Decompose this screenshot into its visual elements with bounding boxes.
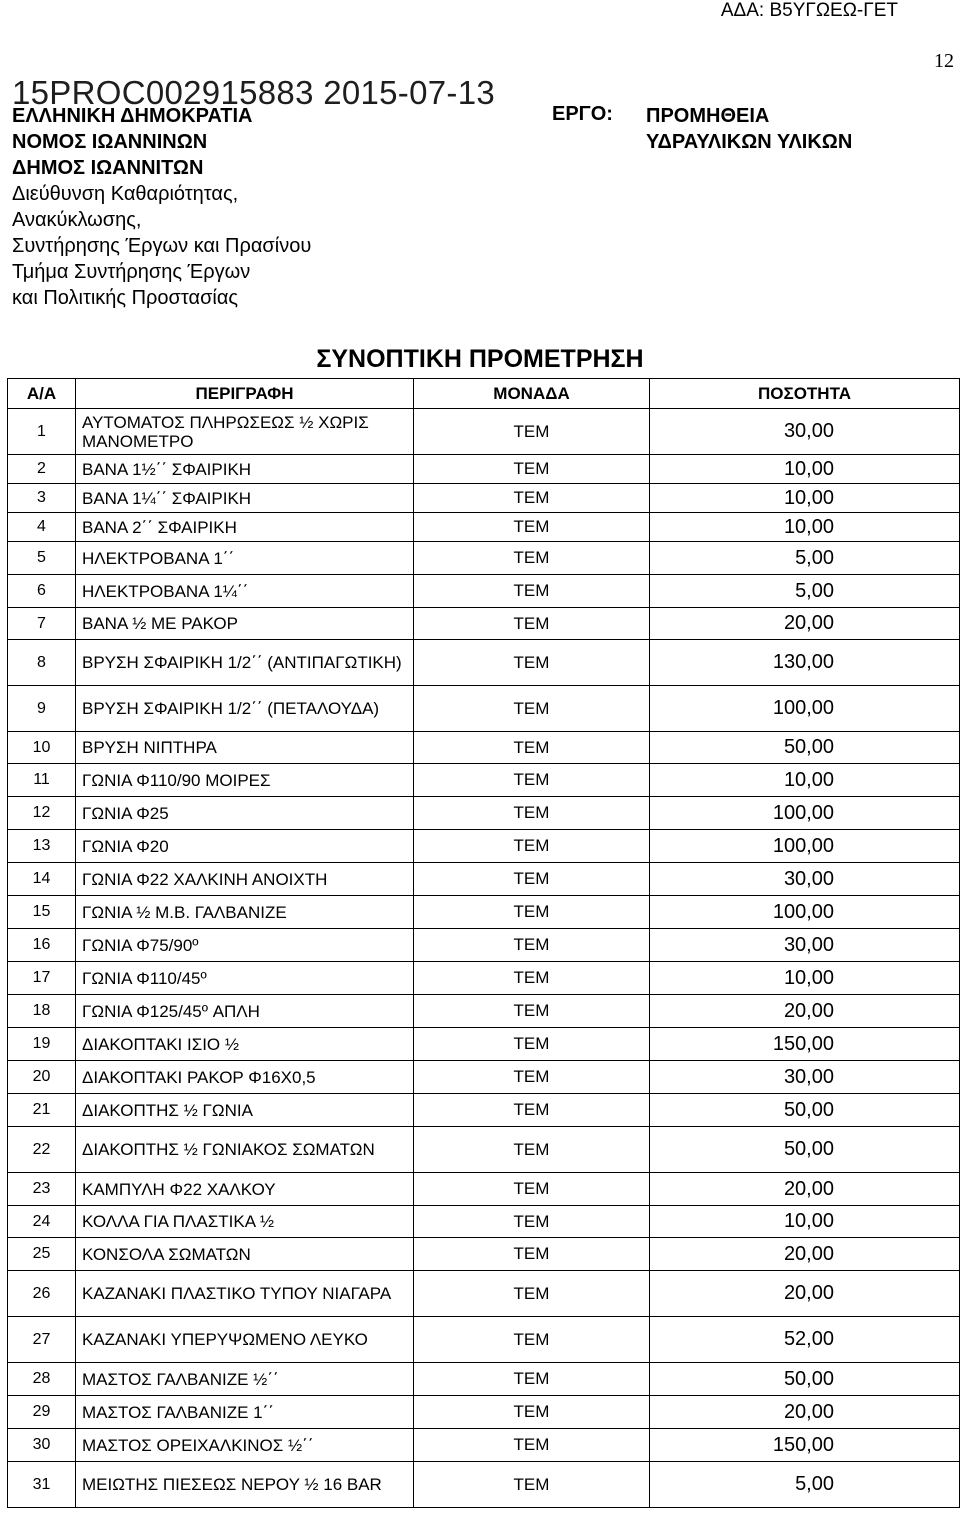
cell-quantity: 20,00 — [650, 1173, 960, 1206]
cell-unit: ΤΕΜ — [414, 1173, 650, 1206]
table-row — [8, 1238, 960, 1271]
cell-unit: ΤΕΜ — [414, 1127, 650, 1173]
project-value-line-1: ΠΡΟΜΗΘΕΙΑ — [646, 105, 770, 127]
cell-unit: ΤΕΜ — [414, 1462, 650, 1508]
cell-unit: ΤΕΜ — [414, 640, 650, 686]
cell-unit: ΤΕΜ — [414, 962, 650, 995]
cell-unit: ΤΕΜ — [414, 455, 650, 484]
quantities-table — [7, 378, 960, 1508]
cell-quantity: 5,00 — [650, 542, 960, 575]
cell-description: ΒΑΝΑ 2΄΄ ΣΦΑΙΡΙΚΗ — [76, 513, 414, 542]
cell-aa: 30 — [8, 1429, 76, 1462]
cell-quantity: 150,00 — [650, 1429, 960, 1462]
cell-description: ΚΑΖΑΝΑΚΙ ΠΛΑΣΤΙΚΟ ΤΥΠΟΥ ΝΙΑΓΑΡΑ — [76, 1271, 414, 1317]
project-value — [646, 103, 852, 155]
table-row — [8, 1094, 960, 1127]
cell-quantity: 20,00 — [650, 608, 960, 640]
organization-block — [12, 103, 311, 311]
cell-description: ΜΕΙΩΤΗΣ ΠΙΕΣΕΩΣ ΝΕΡΟΥ ½ 16 BAR — [76, 1462, 414, 1508]
cell-aa: 6 — [8, 575, 76, 608]
cell-unit: ΤΕΜ — [414, 830, 650, 863]
org-line-department: Τμήμα Συντήρησης Έργων — [12, 261, 251, 283]
cell-description: ΔΙΑΚΟΠΤΑΚΙ ΡΑΚΟΡ Φ16Χ0,5 — [76, 1061, 414, 1094]
cell-quantity: 30,00 — [650, 863, 960, 896]
table-row — [8, 1271, 960, 1317]
cell-quantity: 150,00 — [650, 1028, 960, 1061]
table-row — [8, 608, 960, 640]
table-row — [8, 732, 960, 764]
cell-quantity: 10,00 — [650, 484, 960, 513]
cell-unit: ΤΕΜ — [414, 409, 650, 455]
cell-quantity: 5,00 — [650, 575, 960, 608]
table-row — [8, 686, 960, 732]
table-row — [8, 962, 960, 995]
cell-aa: 22 — [8, 1127, 76, 1173]
cell-aa: 7 — [8, 608, 76, 640]
table-header-row — [8, 379, 960, 409]
cell-quantity: 50,00 — [650, 1127, 960, 1173]
cell-unit: ΤΕΜ — [414, 513, 650, 542]
cell-aa: 11 — [8, 764, 76, 797]
cell-quantity: 20,00 — [650, 1396, 960, 1429]
cell-description: ΓΩΝΙΑ Φ22 ΧΑΛΚΙΝΗ ΑΝΟΙΧΤΗ — [76, 863, 414, 896]
cell-aa: 9 — [8, 686, 76, 732]
cell-aa: 29 — [8, 1396, 76, 1429]
table-row — [8, 542, 960, 575]
cell-description: ΜΑΣΤΟΣ ΓΑΛΒΑΝΙΖΕ 1΄΄ — [76, 1396, 414, 1429]
cell-description: ΓΩΝΙΑ Φ125/45º ΑΠΛΗ — [76, 995, 414, 1028]
table-row — [8, 929, 960, 962]
cell-aa: 10 — [8, 732, 76, 764]
cell-description: ΓΩΝΙΑ ½ Μ.Β. ΓΑΛΒΑΝΙΖΕ — [76, 896, 414, 929]
cell-quantity: 10,00 — [650, 764, 960, 797]
cell-description: ΔΙΑΚΟΠΤΗΣ ½ ΓΩΝΙΑ — [76, 1094, 414, 1127]
cell-aa: 2 — [8, 455, 76, 484]
table-row — [8, 1429, 960, 1462]
cell-aa: 23 — [8, 1173, 76, 1206]
cell-unit: ΤΕΜ — [414, 896, 650, 929]
header-description: ΠΕΡΙΓΡΑΦΗ — [76, 379, 414, 409]
table-row — [8, 640, 960, 686]
table-body — [8, 409, 960, 1508]
table-row — [8, 575, 960, 608]
cell-quantity: 50,00 — [650, 732, 960, 764]
cell-unit: ΤΕΜ — [414, 732, 650, 764]
cell-unit: ΤΕΜ — [414, 575, 650, 608]
cell-description: ΓΩΝΙΑ Φ75/90º — [76, 929, 414, 962]
cell-unit: ΤΕΜ — [414, 1094, 650, 1127]
cell-description: ΗΛΕΚΤΡΟΒΑΝΑ 1¼΄΄ — [76, 575, 414, 608]
cell-unit: ΤΕΜ — [414, 995, 650, 1028]
cell-description: ΔΙΑΚΟΠΤΑΚΙ ΙΣΙΟ ½ — [76, 1028, 414, 1061]
table-row — [8, 797, 960, 830]
cell-aa: 21 — [8, 1094, 76, 1127]
cell-description: ΚΟΛΛΑ ΓΙΑ ΠΛΑΣΤΙΚΑ ½ — [76, 1206, 414, 1238]
cell-unit: ΤΕΜ — [414, 929, 650, 962]
cell-aa: 13 — [8, 830, 76, 863]
org-line-department-2: και Πολιτικής Προστασίας — [12, 287, 239, 309]
cell-quantity: 100,00 — [650, 830, 960, 863]
cell-aa: 5 — [8, 542, 76, 575]
ada-code: ΑΔΑ: Β5ΥΓΩΕΩ-ΓΕΤ — [720, 0, 898, 21]
org-line-directorate-3: Συντήρησης Έργων και Πρασίνου — [12, 235, 312, 257]
cell-description: ΓΩΝΙΑ Φ110/45º — [76, 962, 414, 995]
cell-description: ΒΡΥΣΗ ΝΙΠΤΗΡΑ — [76, 732, 414, 764]
table-row — [8, 1061, 960, 1094]
cell-quantity: 20,00 — [650, 995, 960, 1028]
cell-description: ΓΩΝΙΑ Φ110/90 ΜΟΙΡΕΣ — [76, 764, 414, 797]
org-line-country: ΕΛΛΗΝΙΚΗ ΔΗΜΟΚΡΑΤΙΑ — [12, 105, 253, 127]
table-row — [8, 1363, 960, 1396]
cell-quantity: 30,00 — [650, 409, 960, 455]
cell-description: ΚΑΖΑΝΑΚΙ ΥΠΕΡΥΨΩΜΕΝΟ ΛΕΥΚΟ — [76, 1317, 414, 1363]
cell-unit: ΤΕΜ — [414, 1028, 650, 1061]
cell-aa: 8 — [8, 640, 76, 686]
org-line-directorate: Διεύθυνση Καθαριότητας, — [12, 183, 239, 205]
cell-description: ΒΑΝΑ ½ ΜΕ ΡΑΚΟΡ — [76, 608, 414, 640]
cell-unit: ΤΕΜ — [414, 797, 650, 830]
cell-quantity: 30,00 — [650, 1061, 960, 1094]
org-line-prefecture: ΝΟΜΟΣ ΙΩΑΝΝΙΝΩΝ — [12, 131, 208, 153]
cell-quantity: 130,00 — [650, 640, 960, 686]
project-value-line-2: ΥΔΡΑΥΛΙΚΩΝ ΥΛΙΚΩΝ — [646, 131, 853, 153]
cell-aa: 25 — [8, 1238, 76, 1271]
cell-unit: ΤΕΜ — [414, 608, 650, 640]
cell-description: ΒΡΥΣΗ ΣΦΑΙΡΙΚΗ 1/2΄΄ (ΑΝΤΙΠΑΓΩΤΙΚΗ) — [76, 640, 414, 686]
cell-description: ΜΑΣΤΟΣ ΓΑΛΒΑΝΙΖΕ ½΄΄ — [76, 1363, 414, 1396]
cell-quantity: 30,00 — [650, 929, 960, 962]
cell-unit: ΤΕΜ — [414, 1396, 650, 1429]
project-label: ΕΡΓΟ: — [552, 103, 613, 125]
cell-aa: 24 — [8, 1206, 76, 1238]
cell-aa: 26 — [8, 1271, 76, 1317]
table-row — [8, 863, 960, 896]
cell-description: ΗΛΕΚΤΡΟΒΑΝΑ 1΄΄ — [76, 542, 414, 575]
table-row — [8, 484, 960, 513]
cell-aa: 17 — [8, 962, 76, 995]
table-row — [8, 1462, 960, 1508]
table-row — [8, 1028, 960, 1061]
cell-aa: 4 — [8, 513, 76, 542]
cell-description: ΚΑΜΠΥΛΗ Φ22 ΧΑΛΚΟΥ — [76, 1173, 414, 1206]
cell-unit: ΤΕΜ — [414, 863, 650, 896]
table-row — [8, 1206, 960, 1238]
table-row — [8, 830, 960, 863]
cell-unit: ΤΕΜ — [414, 1317, 650, 1363]
cell-unit: ΤΕΜ — [414, 542, 650, 575]
cell-quantity: 52,00 — [650, 1317, 960, 1363]
cell-aa: 15 — [8, 896, 76, 929]
table-row — [8, 409, 960, 455]
cell-quantity: 20,00 — [650, 1271, 960, 1317]
table-row — [8, 1173, 960, 1206]
cell-unit: ΤΕΜ — [414, 1238, 650, 1271]
cell-aa: 18 — [8, 995, 76, 1028]
cell-unit: ΤΕΜ — [414, 1363, 650, 1396]
cell-quantity: 50,00 — [650, 1094, 960, 1127]
cell-unit: ΤΕΜ — [414, 764, 650, 797]
cell-quantity: 100,00 — [650, 896, 960, 929]
cell-description: ΓΩΝΙΑ Φ25 — [76, 797, 414, 830]
table-row — [8, 1127, 960, 1173]
cell-aa: 1 — [8, 409, 76, 455]
cell-description: ΑΥΤΟΜΑΤΟΣ ΠΛΗΡΩΣΕΩΣ ½ ΧΩΡΙΣ ΜΑΝΟΜΕΤΡΟ — [76, 409, 414, 455]
cell-quantity: 50,00 — [650, 1363, 960, 1396]
cell-description: ΚΟΝΣΟΛΑ ΣΩΜΑΤΩΝ — [76, 1238, 414, 1271]
cell-aa: 28 — [8, 1363, 76, 1396]
table-row — [8, 1396, 960, 1429]
cell-quantity: 10,00 — [650, 1206, 960, 1238]
cell-aa: 16 — [8, 929, 76, 962]
page-number: 12 — [934, 50, 954, 72]
header-unit: ΜΟΝΑΔΑ — [414, 379, 650, 409]
table-row — [8, 995, 960, 1028]
org-line-municipality: ΔΗΜΟΣ ΙΩΑΝΝΙΤΩΝ — [12, 157, 204, 179]
cell-aa: 3 — [8, 484, 76, 513]
header-aa: Α/Α — [8, 379, 76, 409]
cell-aa: 20 — [8, 1061, 76, 1094]
cell-quantity: 10,00 — [650, 455, 960, 484]
cell-quantity: 100,00 — [650, 797, 960, 830]
cell-unit: ΤΕΜ — [414, 1429, 650, 1462]
cell-quantity: 10,00 — [650, 962, 960, 995]
cell-aa: 14 — [8, 863, 76, 896]
org-line-directorate-2: Ανακύκλωσης, — [12, 209, 142, 231]
table-row — [8, 896, 960, 929]
cell-aa: 31 — [8, 1462, 76, 1508]
cell-quantity: 100,00 — [650, 686, 960, 732]
cell-quantity: 10,00 — [650, 513, 960, 542]
table-row — [8, 513, 960, 542]
cell-aa: 12 — [8, 797, 76, 830]
protocol-stamp: 15PROC002915883 2015-07-13 — [12, 74, 495, 111]
cell-description: ΜΑΣΤΟΣ ΟΡΕΙΧΑΛΚΙΝΟΣ ½΄΄ — [76, 1429, 414, 1462]
cell-description: ΒΑΝΑ 1¼΄΄ ΣΦΑΙΡΙΚΗ — [76, 484, 414, 513]
header-quantity: ΠΟΣΟΤΗΤΑ — [650, 379, 960, 409]
cell-aa: 27 — [8, 1317, 76, 1363]
cell-unit: ΤΕΜ — [414, 1061, 650, 1094]
table-row — [8, 455, 960, 484]
cell-description: ΒΡΥΣΗ ΣΦΑΙΡΙΚΗ 1/2΄΄ (ΠΕΤΑΛΟΥΔΑ) — [76, 686, 414, 732]
cell-unit: ΤΕΜ — [414, 686, 650, 732]
table-row — [8, 764, 960, 797]
cell-description: ΓΩΝΙΑ Φ20 — [76, 830, 414, 863]
cell-quantity: 5,00 — [650, 1462, 960, 1508]
cell-unit: ΤΕΜ — [414, 484, 650, 513]
cell-description: ΒΑΝΑ 1½΄΄ ΣΦΑΙΡΙΚΗ — [76, 455, 414, 484]
document-title: ΣΥΝΟΠΤΙΚΗ ΠΡΟΜΕΤΡΗΣΗ — [316, 345, 644, 373]
table-row — [8, 1317, 960, 1363]
cell-description: ΔΙΑΚΟΠΤΗΣ ½ ΓΩΝΙΑΚΟΣ ΣΩΜΑΤΩΝ — [76, 1127, 414, 1173]
cell-unit: ΤΕΜ — [414, 1271, 650, 1317]
cell-unit: ΤΕΜ — [414, 1206, 650, 1238]
cell-aa: 19 — [8, 1028, 76, 1061]
cell-quantity: 20,00 — [650, 1238, 960, 1271]
